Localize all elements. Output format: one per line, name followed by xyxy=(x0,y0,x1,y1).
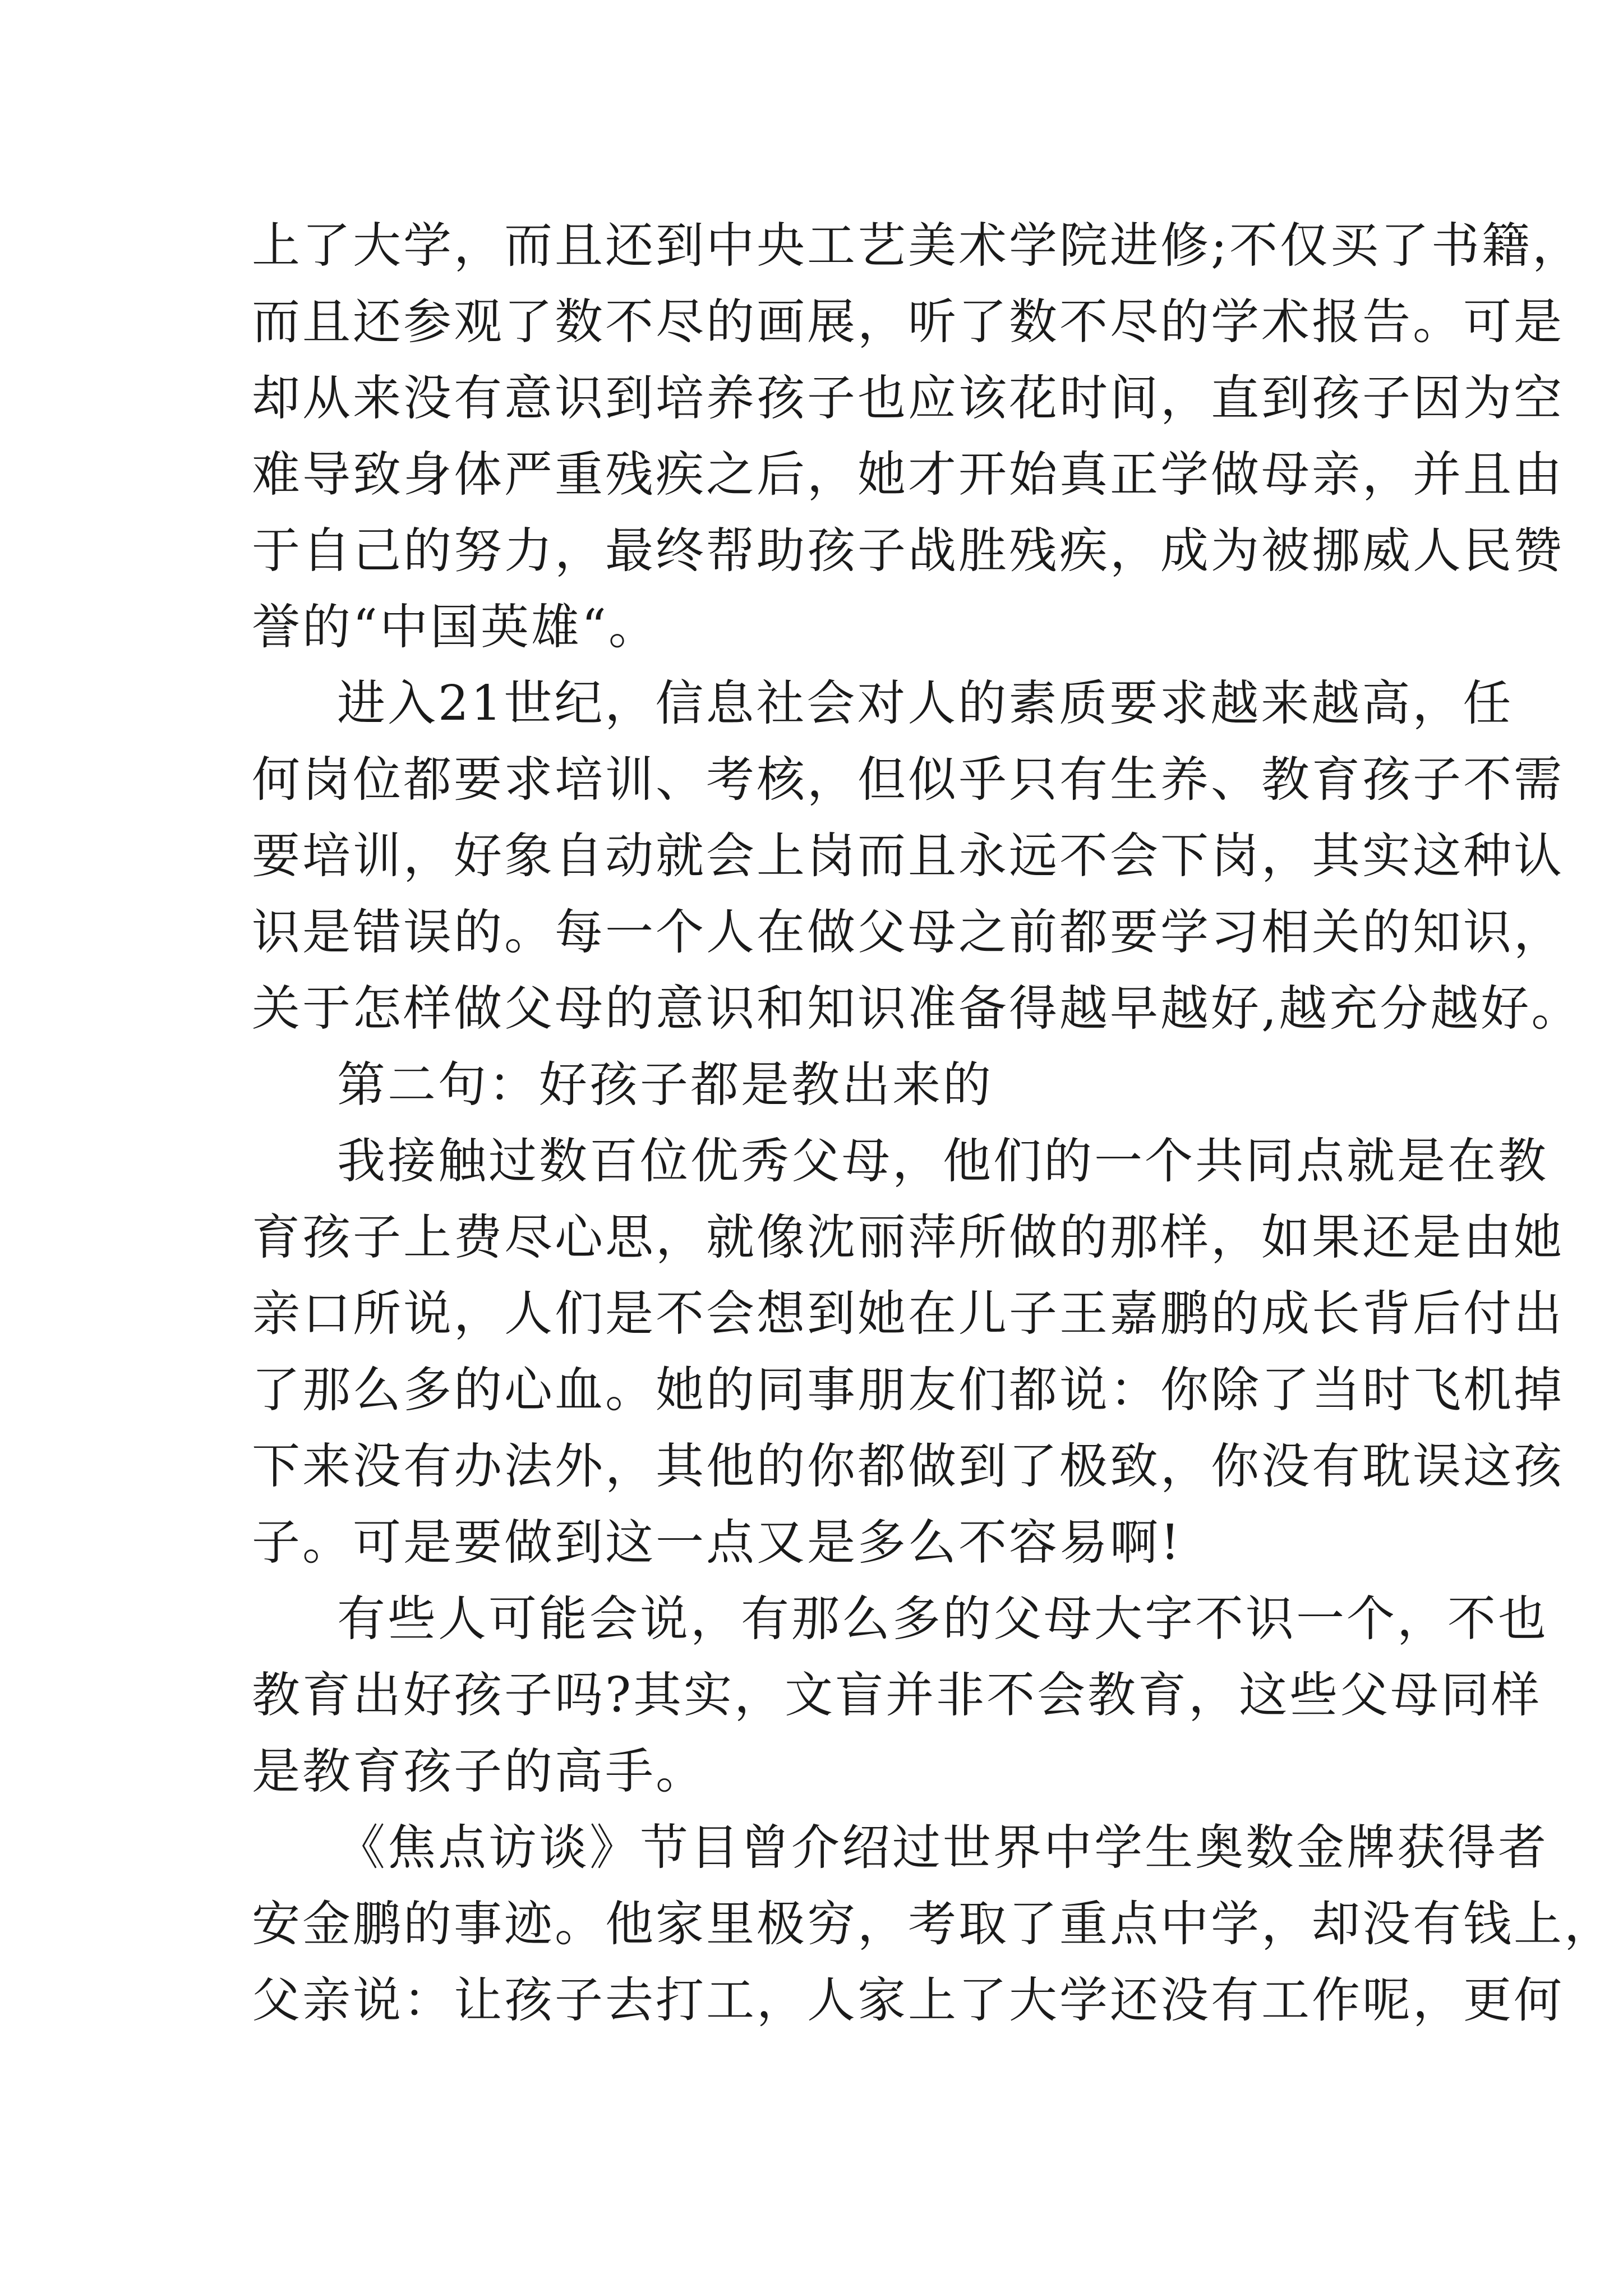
text-line: 关于怎样做父母的意识和知识准备得越早越好,越充分越好。 xyxy=(252,981,1582,1037)
text-line: 亲口所说，人们是不会想到她在儿子王嘉鹏的成长背后付出 xyxy=(252,1286,1564,1342)
text-line: 父亲说：让孩子去打工，人家上了大学还没有工作呢，更何 xyxy=(252,1972,1564,2028)
text-line: 是教育孩子的高手。 xyxy=(252,1743,706,1800)
text-line: 上了大学，而且还到中央工艺美术学院进修;不仅买了书籍， xyxy=(252,218,1583,274)
text-line: 子。可是要做到这一点又是多么不容易啊! xyxy=(252,1515,1182,1571)
text-line: 而且还参观了数不尽的画展，听了数不尽的学术报告。可是 xyxy=(252,294,1564,350)
text-line: 教育出好孩子吗?其实，文盲并非不会教育，这些父母同样 xyxy=(252,1667,1542,1723)
text-line: 安金鹏的事迹。他家里极穷，考取了重点中学，却没有钱上， xyxy=(252,1896,1615,1952)
text-line: 了那么多的心血。她的同事朋友们都说：你除了当时飞机掉 xyxy=(252,1362,1564,1418)
text-line: 要培训，好象自动就会上岗而且永远不会下岗，其实这种认 xyxy=(252,828,1564,884)
text-line: 难导致身体严重残疾之后，她才开始真正学做母亲，并且由 xyxy=(252,447,1564,503)
text-line: 有些人可能会说，有那么多的父母大字不识一个，不也 xyxy=(337,1591,1548,1647)
text-line: 却从来没有意识到培养孩子也应该花时间，直到孩子因为空 xyxy=(252,370,1564,426)
text-line: 进入21世纪，信息社会对人的素质要求越来越高，任 xyxy=(337,675,1514,731)
text-line: 育孩子上费尽心思，就像沈丽萍所做的那样，如果还是由她 xyxy=(252,1209,1564,1266)
text-line: 识是错误的。每一个人在做父母之前都要学习相关的知识， xyxy=(252,904,1564,960)
text-line: 于自己的努力，最终帮助孩子战胜残疾，成为被挪威人民赞 xyxy=(252,523,1564,579)
text-line: 下来没有办法外，其他的你都做到了极致，你没有耽误这孩 xyxy=(252,1438,1564,1494)
text-line: 《焦点访谈》节目曾介绍过世界中学生奥数金牌获得者 xyxy=(337,1820,1548,1876)
text-line: 何岗位都要求培训、考核，但似乎只有生养、教育孩子不需 xyxy=(252,752,1564,808)
text-line: 誉的“中国英雄“。 xyxy=(252,599,659,655)
text-line: 我接触过数百位优秀父母，他们的一个共同点就是在教 xyxy=(337,1133,1548,1189)
section-heading: 第二句：好孩子都是教出来的 xyxy=(337,1057,993,1113)
